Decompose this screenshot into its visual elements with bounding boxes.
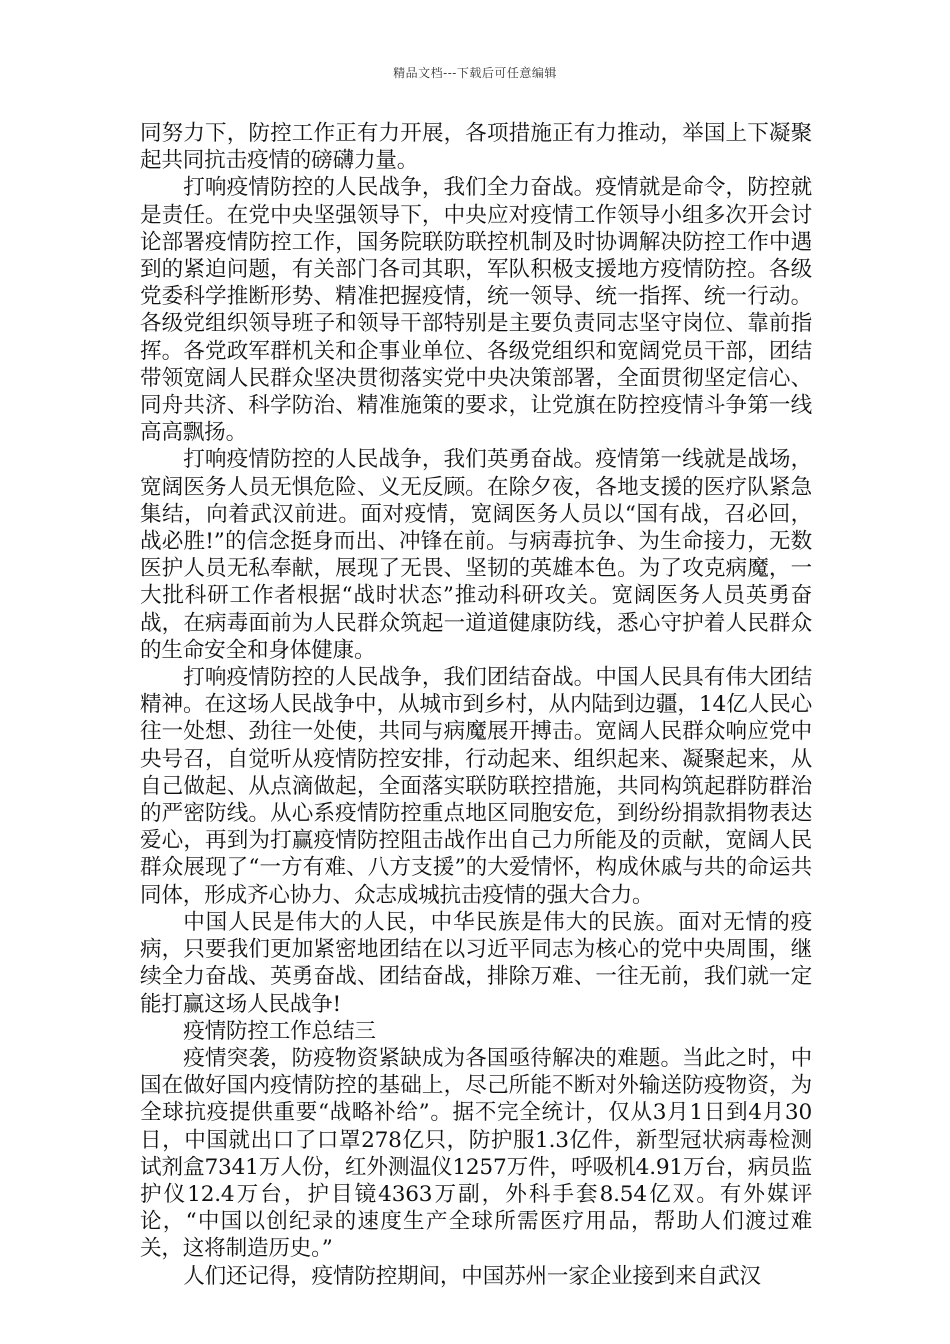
paragraph-suzhou: 人们还记得，疫情防控期间，中国苏州一家企业接到来自武汉 — [183, 1263, 761, 1289]
page-header: 精品文档---下载后可任意编辑 — [393, 66, 557, 80]
document-body — [140, 120, 812, 1290]
section-heading: 疫情防控工作总结三 — [183, 1018, 376, 1044]
paragraph-unity-effort: 打响疫情防控的人民战争，我们团结奋战。中国人民具有伟大团结精神。在这场人民战争中，从城市到乡村，从内陆到边疆，14亿人民心往一处想、劲往一处使，共同与病魔展开搏击。宽阔人民群众响应党中央号召，自觉听从疫情防控安排，行动起来、组织起来、凝聚起来，从自己做起、从点滴做起，全面落实联防联控措施，共同构筑起群防群治的严密防线。从心系疫情防控重点地区同胞安危，到纷纷捐款捐物表达爱心，再到为打赢疫情防控阻击战作出自己力所能及的贡献，宽阔人民群众展现了“一方有难、八方支援”的大爱情怀，构成休戚与共的命运共同体，形成齐心协力、众志成城抗击疫情的强大合力。 — [140, 665, 812, 908]
paragraph-supplies: 疫情突袭，防疫物资紧缺成为各国亟待解决的难题。当此之时，中国在做好国内疫情防控的基础上，尽己所能不断对外输送防疫物资，为全球抗疫提供重要“战略补给”。据不完全统计，仅从3月1日到4月30日，中国就出口了口罩278亿只，防护服1.3亿件，新型冠状病毒检测试剂盒7341万人份，红外测温仪1257万件，呼吸机4.91万台，病员监护仪12.4万台，护目镜4363万副，外科手套8.54亿双。有外媒评论，“中国以创纪录的速度生产全球所需医疗用品，帮助人们渡过难关，这将制造历史。” — [140, 1045, 812, 1262]
paragraph-continuation: 同努力下，防控工作正有力开展，各项措施正有力推动，举国上下凝聚起共同抗击疫情的磅礴力量。 — [140, 121, 812, 174]
paragraph-full-effort: 打响疫情防控的人民战争，我们全力奋战。疫情就是命令，防控就是责任。在党中央坚强领导下，中央应对疫情工作领导小组多次开会讨论部署疫情防控工作，国务院联防联控机制及时协调解决防控工作中遇到的紧迫问题，有关部门各司其职，军队积极支援地方疫情防控。各级党委科学推断形势、精准把握疫情，统一领导、统一指挥、统一行动。各级党组织领导班子和领导干部特别是主要负责同志坚守岗位、靠前指挥。各党政军群机关和企事业单位、各级党组织和宽阔党员干部，团结带领宽阔人民群众坚决贯彻落实党中央决策部署，全面贯彻坚定信心、同舟共济、科学防治、精准施策的要求，让党旗在防控疫情斗争第一线高高飘扬。 — [140, 175, 812, 446]
paragraph-brave-effort: 打响疫情防控的人民战争，我们英勇奋战。疫情第一线就是战场，宽阔医务人员无惧危险、义无反顾。在除夕夜，各地支援的医疗队紧急集结，向着武汉前进。面对疫情，宽阔医务人员以“国有战，召必回，战必胜!”的信念挺身而出、冲锋在前。与病毒抗争、为生命接力，无数医护人员无私奉献，展现了无畏、坚韧的英雄本色。为了攻克病魔，一大批科研工作者根据“战时状态”推动科研攻关。宽阔医务人员英勇奋战，在病毒面前为人民群众筑起一道道健康防线，悉心守护着人民群众的生命安全和身体健康。 — [140, 447, 812, 663]
paragraph-conclusion: 中国人民是伟大的人民，中华民族是伟大的民族。面对无情的疫病，只要我们更加紧密地团结在以习近平同志为核心的党中央周围，继续全力奋战、英勇奋战、团结奋战，排除万难、一往无前，我们就一定能打赢这场人民战争! — [140, 909, 812, 1017]
